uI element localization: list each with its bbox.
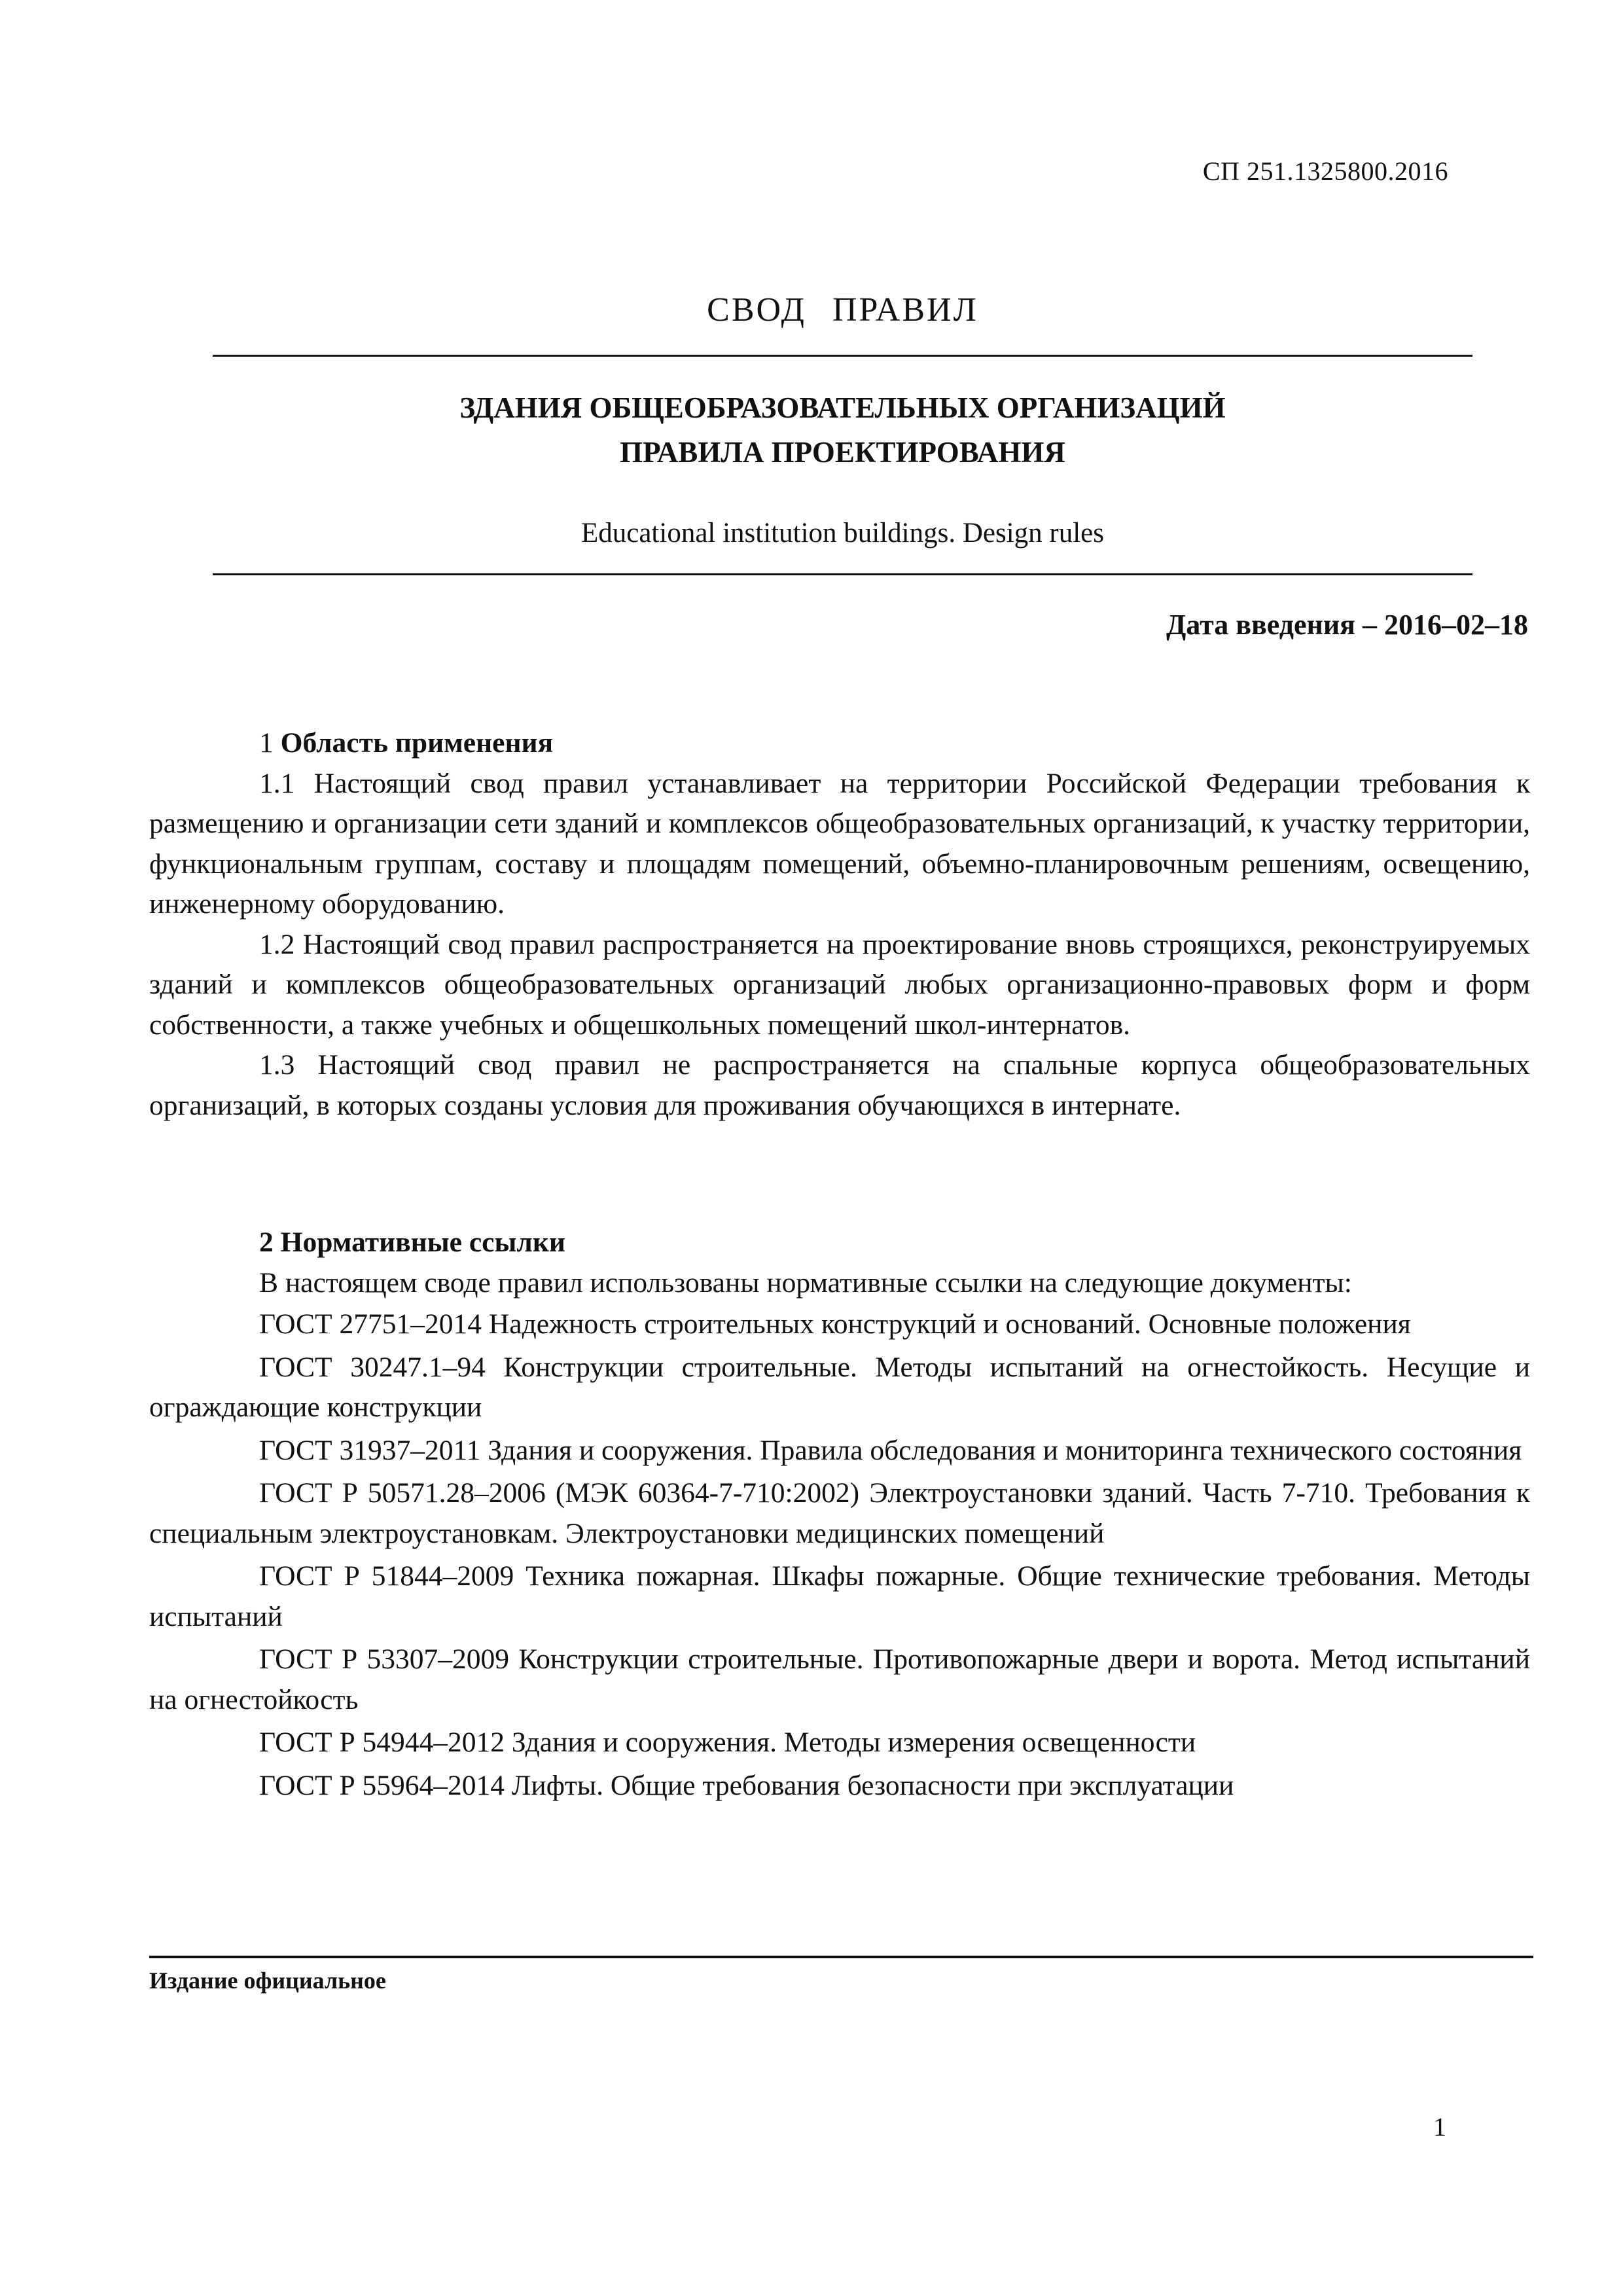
paragraph-1-2: 1.2 Настоящий свод правил распространяется на проектирование вновь строящихся, реконструируемых зданий и комплексов общеобразовательных организаций любых организационно-правовых форм и форм собственности, а также учебных и общешкольных помещений школ-интернатов. [149,928,1530,1041]
title-block [213,291,1528,641]
section-2-heading [149,1223,1530,1263]
reference-item: ГОСТ 30247.1–94 Конструкции строительные. Методы испытаний на огнестойкость. Несущие и ограждающие конструкции [149,1351,1530,1423]
title-bottom-rule [213,573,1472,575]
references-intro: В настоящем своде правил использованы нормативные ссылки на следующие документы: [259,1266,1352,1299]
reference-item: ГОСТ 27751–2014 Надежность строительных конструкций и оснований. Основные положения [259,1308,1411,1340]
section-scope [149,723,1530,1126]
series-title: СВОД ПРАВИЛ [707,291,978,329]
section-1-number: 1 [259,727,274,759]
paragraph-1-1: 1.1 Настоящий свод правил устанавливает на территории Российской Федерации требования к размещению и организации сети зданий и комплексов общеобразовательных организаций, к участку территории, функциональным группам, составу и площадям помещений, объемно-планировочным решениям, освещению, инженерному оборудованию. [149,767,1530,920]
section-1-heading [149,723,1530,764]
reference-list [149,1304,1530,1806]
reference-item: ГОСТ Р 51844–2009 Техника пожарная. Шкафы пожарные. Общие технические требования. Методы испытаний [149,1560,1530,1632]
english-title: Educational institution buildings. Design rules [580,518,1104,549]
page-number: 1 [1433,2112,1446,2142]
reference-item: ГОСТ 31937–2011 Здания и сооружения. Правила обследования и мониторинга технического состояния [259,1434,1522,1466]
footer-rule [149,1956,1533,1958]
title-top-rule [213,355,1472,357]
section-1-title: Область применения [280,727,554,759]
section-2-title: 2 Нормативные ссылки [259,1227,565,1258]
document-title [213,386,1472,475]
official-edition-label: Издание официальное [149,1967,386,1994]
paragraph-1-3: 1.3 Настоящий свод правил не распространяется на спальные корпуса общеобразовательных организаций, в которых созданы условия для проживания обучающихся в интернате. [149,1049,1530,1121]
reference-item: ГОСТ Р 53307–2009 Конструкции строительные. Противопожарные двери и ворота. Метод испытаний на огнестойкость [149,1643,1530,1715]
introduction-date: Дата введения – 2016–02–18 [1166,609,1528,641]
document-code: СП 251.1325800.2016 [1202,156,1448,186]
title-line-1: ЗДАНИЯ ОБЩЕОБРАЗОВАТЕЛЬНЫХ ОРГАНИЗАЦИЙ [459,391,1226,425]
reference-item: ГОСТ Р 54944–2012 Здания и сооружения. Методы измерения освещенности [259,1727,1196,1758]
reference-item: ГОСТ Р 55964–2014 Лифты. Общие требования безопасности при эксплуатации [259,1769,1234,1801]
title-line-2: ПРАВИЛА ПРОЕКТИРОВАНИЯ [620,436,1065,469]
section-normative-references [149,1223,1530,1808]
reference-item: ГОСТ Р 50571.28–2006 (МЭК 60364-7-710:2002) Электроустановки зданий. Часть 7-710. Требования к специальным электроустановкам. Электроустановки медицинских помещений [149,1477,1530,1549]
